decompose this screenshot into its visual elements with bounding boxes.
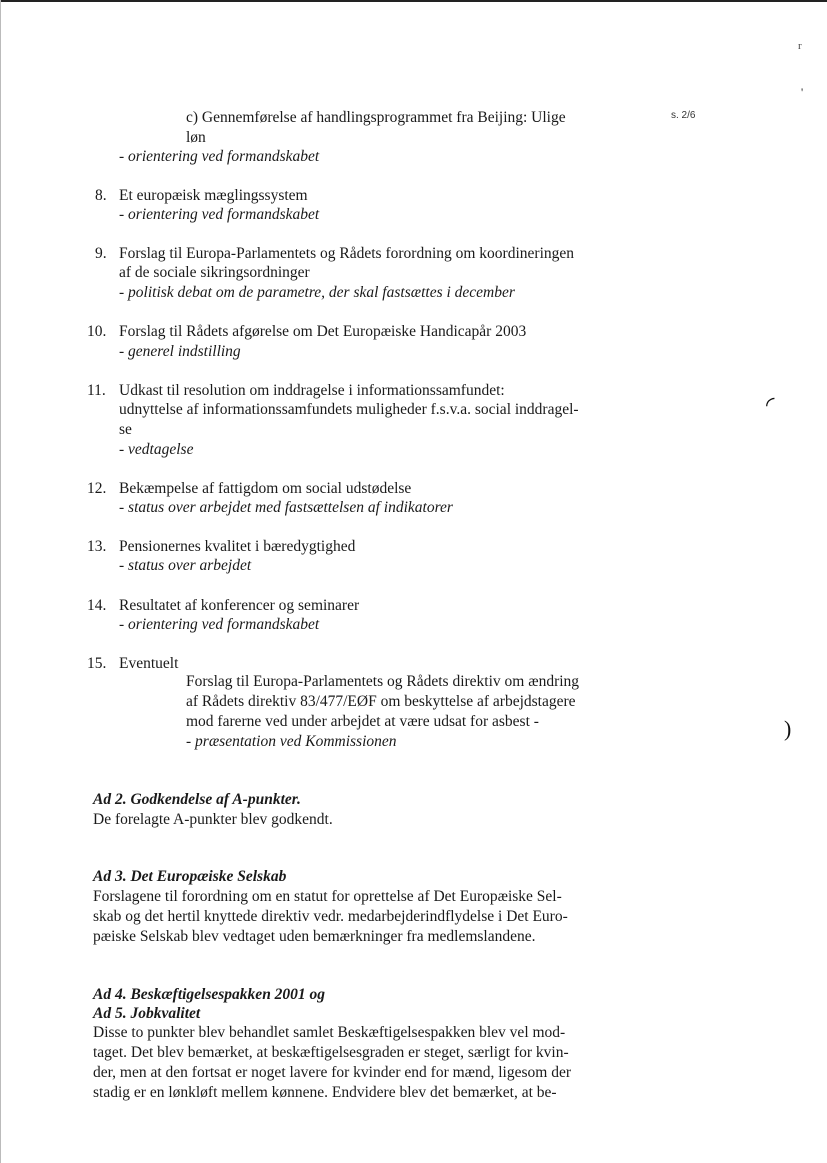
agenda-item-title: c) Gennemførelse af handlingsprogrammet fra Beijing: Ulige (186, 109, 566, 126)
agenda-item-number: 11. (87, 382, 106, 399)
agenda-item-title: Forslag til Rådets afgørelse om Det Europæiske Handicapår 2003 (119, 323, 527, 340)
agenda-item-note: - status over arbejdet (119, 557, 252, 574)
agenda-item-number: 14. (87, 597, 107, 614)
agenda-item-title: se (119, 421, 132, 438)
agenda-item-title: Forslag til Europa-Parlamentets og Rådets forordning om koordineringen (119, 245, 575, 262)
top-border-line (0, 0, 827, 2)
agenda-item-note: - orientering ved formandskabet (119, 206, 320, 223)
section-heading: Ad 4. Beskæftigelsespakken 2001 og (93, 986, 326, 1003)
margin-mark: r (798, 40, 802, 52)
agenda-item-note: - status over arbejdet med fastsættelsen af indikatorer (119, 499, 453, 516)
agenda-subitem-text: af Rådets direktiv 83/477/EØF om beskyttelse af arbejdstagere (186, 693, 576, 710)
agenda-item-note: - politisk debat om de parametre, der skal fastsættes i december (119, 284, 515, 301)
agenda-item-title: Resultatet af konferencer og seminarer (119, 597, 360, 614)
margin-mark: ◜ (766, 392, 775, 417)
agenda-item-title: af de sociale sikringsordninger (119, 264, 310, 281)
section-text: skab og det hertil knyttede direktiv vedr. medarbejderindflydelse i Det Euro- (93, 908, 568, 925)
agenda-item-title: Et europæisk mæglingssystem (119, 187, 308, 204)
agenda-subitem-text: Forslag til Europa-Parlamentets og Rådets direktiv om ændring (186, 673, 580, 690)
agenda-item-number: 13. (87, 538, 107, 555)
agenda-item-number: 12. (87, 480, 107, 497)
left-scan-edge (0, 0, 1, 1163)
agenda-subitem-text: mod farerne ved under arbejdet at være udsat for asbest - (186, 713, 539, 730)
agenda-item-note: - generel indstilling (119, 343, 241, 360)
section-text: stadig er en lønkløft mellem kønnene. Endvidere blev det bemærket, at be- (93, 1084, 557, 1101)
agenda-item-note: - præsentation ved Kommissionen (186, 733, 397, 750)
agenda-item-number: 10. (87, 323, 107, 340)
agenda-item-note: - orientering ved formandskabet (119, 148, 320, 165)
agenda-item-title: udnyttelse af informationssamfundets muligheder f.s.v.a. social inddragel- (119, 401, 579, 418)
agenda-item-title: løn (186, 129, 206, 146)
agenda-item-note: - orientering ved formandskabet (119, 616, 320, 633)
section-text: pæiske Selskab blev vedtaget uden bemærkninger fra medlemslandene. (93, 928, 536, 945)
agenda-item-number: 9. (95, 245, 107, 262)
section-text: De forelagte A-punkter blev godkendt. (93, 811, 333, 828)
agenda-item-note: - vedtagelse (119, 441, 194, 458)
agenda-item-title: Bekæmpelse af fattigdom om social udstødelse (119, 480, 412, 497)
section-text: Disse to punkter blev behandlet samlet Beskæftigelsespakken blev vel mod- (93, 1024, 566, 1041)
agenda-item-number: 8. (95, 187, 107, 204)
agenda-item-title: Udkast til resolution om inddragelse i informationssamfundet: (119, 382, 505, 399)
section-text: der, men at den fortsat er noget lavere for kvinder end for mænd, ligesom der (93, 1064, 571, 1081)
section-text: taget. Det blev bemærket, at beskæftigelsesgraden er steget, særligt for kvin- (93, 1044, 569, 1061)
margin-mark: ) (784, 716, 792, 741)
section-heading: Ad 5. Jobkvalitet (93, 1005, 201, 1022)
section-text: Forslagene til forordning om en statut for oprettelse af Det Europæiske Sel- (93, 888, 562, 905)
section-heading: Ad 2. Godkendelse af A-punkter. (93, 791, 301, 808)
margin-mark: ' (801, 85, 804, 99)
agenda-item-title: Eventuelt (119, 655, 179, 672)
page-number: s. 2/6 (671, 110, 696, 121)
section-heading: Ad 3. Det Europæiske Selskab (93, 868, 287, 885)
agenda-item-title: Pensionernes kvalitet i bæredygtighed (119, 538, 356, 555)
agenda-item-number: 15. (87, 655, 107, 672)
